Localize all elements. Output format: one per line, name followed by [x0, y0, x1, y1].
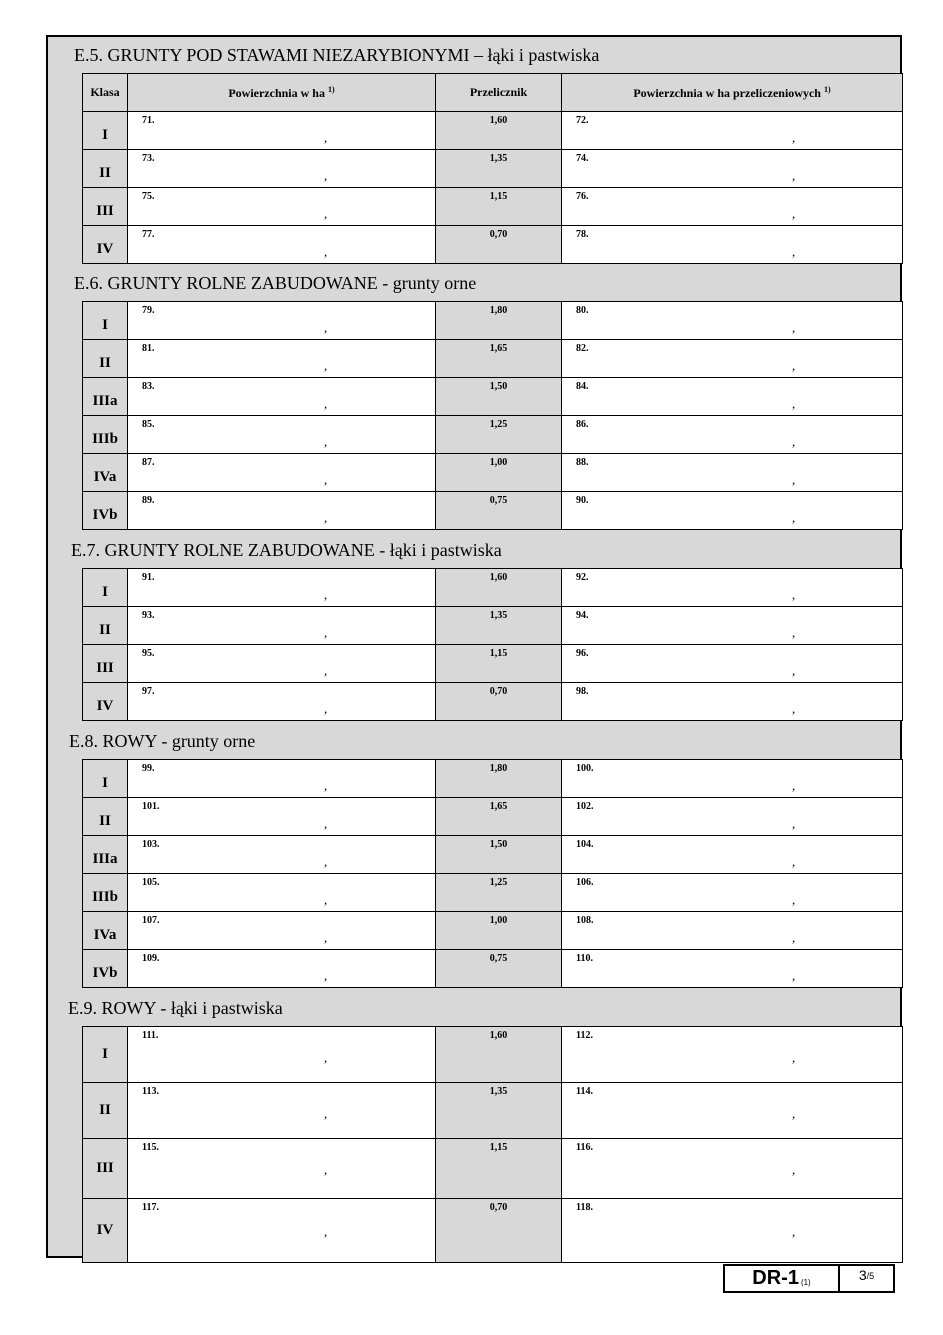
klasa-cell: II	[83, 340, 128, 378]
decimal-comma: ,	[792, 434, 796, 449]
area-input-field[interactable]	[128, 1199, 436, 1263]
field-number: 85.	[142, 419, 155, 430]
klasa-cell: IVb	[83, 950, 128, 988]
converter-value: 1,50	[489, 381, 508, 392]
calc-area-input-field[interactable]	[562, 1083, 903, 1139]
klasa-cell: IV	[83, 683, 128, 721]
area-input-field[interactable]	[128, 760, 436, 798]
calc-area-input-field[interactable]	[562, 454, 903, 492]
table-row	[83, 1139, 903, 1199]
calc-area-input-field[interactable]	[562, 760, 903, 798]
calc-area-input-field[interactable]	[562, 150, 903, 188]
converter-cell	[436, 1083, 562, 1139]
decimal-comma: ,	[324, 510, 328, 525]
decimal-comma: ,	[792, 206, 796, 221]
section-table	[82, 568, 902, 721]
form-code	[725, 1266, 840, 1291]
klasa-cell: II	[83, 607, 128, 645]
calc-area-input-field[interactable]	[562, 607, 903, 645]
field-number: 101.	[142, 801, 160, 812]
field-number: 74.	[576, 153, 589, 164]
field-number: 79.	[142, 305, 155, 316]
area-input-field[interactable]	[128, 950, 436, 988]
area-input-field[interactable]	[128, 1083, 436, 1139]
area-input-field[interactable]	[128, 188, 436, 226]
field-number: 93.	[142, 610, 155, 621]
decimal-comma: ,	[792, 968, 796, 983]
decimal-comma: ,	[792, 244, 796, 259]
field-number: 113.	[142, 1086, 159, 1097]
klasa-cell: II	[83, 1083, 128, 1139]
converter-value: 1,15	[489, 191, 508, 202]
calc-area-input-field[interactable]	[562, 836, 903, 874]
klasa-cell: I	[83, 112, 128, 150]
field-number: 75.	[142, 191, 155, 202]
converter-value: 1,60	[489, 115, 508, 126]
declaration-form-page	[46, 35, 902, 1258]
field-number: 112.	[576, 1030, 593, 1041]
area-input-field[interactable]	[128, 569, 436, 607]
decimal-comma: ,	[324, 396, 328, 411]
section-table	[82, 73, 902, 264]
table-row	[83, 798, 903, 836]
klasa-cell: IIIa	[83, 378, 128, 416]
decimal-comma: ,	[792, 168, 796, 183]
converter-cell	[436, 1139, 562, 1199]
converter-cell	[436, 645, 562, 683]
field-number: 107.	[142, 915, 160, 926]
converter-value: 1,80	[489, 305, 508, 316]
converter-value: 0,70	[489, 229, 508, 240]
table-row	[83, 683, 903, 721]
table-row	[83, 950, 903, 988]
decimal-comma: ,	[324, 1224, 328, 1239]
field-number: 110.	[576, 953, 593, 964]
converter-value: 1,15	[489, 648, 508, 659]
converter-value: 1,80	[489, 763, 508, 774]
field-number: 102.	[576, 801, 594, 812]
converter-value: 1,35	[489, 610, 508, 621]
table-row	[83, 302, 903, 340]
area-input-field[interactable]	[128, 416, 436, 454]
decimal-comma: ,	[792, 130, 796, 145]
field-number: 82.	[576, 343, 589, 354]
converter-cell	[436, 607, 562, 645]
converter-value: 1,65	[489, 801, 508, 812]
table-header-row	[83, 74, 903, 112]
decimal-comma: ,	[792, 701, 796, 716]
page-number: 3	[858, 1267, 867, 1283]
table-row	[83, 416, 903, 454]
field-number: 115.	[142, 1142, 159, 1153]
converter-cell	[436, 798, 562, 836]
converter-value: 0,70	[489, 1202, 508, 1213]
decimal-comma: ,	[792, 587, 796, 602]
table-row	[83, 226, 903, 264]
area-input-field[interactable]	[128, 454, 436, 492]
field-number: 111.	[142, 1030, 159, 1041]
area-input-field[interactable]	[128, 798, 436, 836]
column-header-klasa: Klasa	[83, 74, 128, 112]
area-input-field[interactable]	[128, 378, 436, 416]
section-title: E.6. GRUNTY ROLNE ZABUDOWANE - grunty orne	[74, 272, 477, 293]
decimal-comma: ,	[324, 434, 328, 449]
footnote-marker: 1)	[327, 84, 335, 94]
table-row	[83, 912, 903, 950]
converter-cell	[436, 1027, 562, 1083]
field-number: 117.	[142, 1202, 159, 1213]
converter-cell	[436, 416, 562, 454]
decimal-comma: ,	[324, 663, 328, 678]
section-title: E.5. GRUNTY POD STAWAMI NIEZARYBIONYMI – łąki i pastwiska	[74, 44, 600, 65]
form-code-label: DR-1	[752, 1267, 799, 1289]
klasa-cell: II	[83, 150, 128, 188]
decimal-comma: ,	[792, 358, 796, 373]
field-number: 105.	[142, 877, 160, 888]
converter-value: 1,35	[489, 1086, 508, 1097]
klasa-cell: III	[83, 645, 128, 683]
klasa-cell: II	[83, 798, 128, 836]
area-input-field[interactable]	[128, 1027, 436, 1083]
calc-area-input-field[interactable]	[562, 1139, 903, 1199]
converter-value: 1,50	[489, 839, 508, 850]
field-number: 114.	[576, 1086, 593, 1097]
field-number: 81.	[142, 343, 155, 354]
converter-value: 0,75	[489, 953, 508, 964]
section-title: E.8. ROWY - grunty orne	[69, 730, 256, 751]
field-number: 92.	[576, 572, 589, 583]
decimal-comma: ,	[324, 244, 328, 259]
area-input-field[interactable]	[128, 226, 436, 264]
area-input-field[interactable]	[128, 492, 436, 530]
decimal-comma: ,	[324, 816, 328, 831]
converter-value: 1,25	[489, 419, 508, 430]
field-number: 95.	[142, 648, 155, 659]
field-number: 77.	[142, 229, 155, 240]
converter-value: 1,25	[489, 877, 508, 888]
decimal-comma: ,	[792, 396, 796, 411]
area-input-field[interactable]	[128, 607, 436, 645]
field-number: 104.	[576, 839, 594, 850]
section-table	[82, 759, 902, 988]
table-row	[83, 569, 903, 607]
klasa-cell: IVa	[83, 912, 128, 950]
decimal-comma: ,	[324, 358, 328, 373]
decimal-comma: ,	[324, 168, 328, 183]
area-input-field[interactable]	[128, 1139, 436, 1199]
area-input-field[interactable]	[128, 836, 436, 874]
calc-area-input-field[interactable]	[562, 798, 903, 836]
converter-value: 1,65	[489, 343, 508, 354]
converter-value: 1,60	[489, 572, 508, 583]
klasa-cell: IV	[83, 226, 128, 264]
field-number: 86.	[576, 419, 589, 430]
decimal-comma: ,	[324, 1162, 328, 1177]
decimal-comma: ,	[324, 625, 328, 640]
field-number: 94.	[576, 610, 589, 621]
table-row	[83, 378, 903, 416]
field-number: 118.	[576, 1202, 593, 1213]
calc-area-input-field[interactable]	[562, 302, 903, 340]
converter-cell	[436, 683, 562, 721]
table-row	[83, 874, 903, 912]
decimal-comma: ,	[792, 625, 796, 640]
decimal-comma: ,	[792, 1050, 796, 1065]
field-number: 91.	[142, 572, 155, 583]
table-row	[83, 150, 903, 188]
converter-cell	[436, 1199, 562, 1263]
field-number: 97.	[142, 686, 155, 697]
converter-value: 1,15	[489, 1142, 508, 1153]
table-row	[83, 836, 903, 874]
converter-cell	[436, 569, 562, 607]
field-number: 98.	[576, 686, 589, 697]
decimal-comma: ,	[324, 854, 328, 869]
decimal-comma: ,	[324, 206, 328, 221]
converter-value: 1,35	[489, 153, 508, 164]
klasa-cell: III	[83, 188, 128, 226]
converter-cell	[436, 340, 562, 378]
field-number: 100.	[576, 763, 594, 774]
table-row	[83, 607, 903, 645]
klasa-cell: I	[83, 569, 128, 607]
converter-cell	[436, 188, 562, 226]
calc-area-input-field[interactable]	[562, 340, 903, 378]
klasa-cell: IIIb	[83, 416, 128, 454]
calc-area-input-field[interactable]	[562, 569, 903, 607]
table-row	[83, 454, 903, 492]
converter-cell	[436, 112, 562, 150]
converter-cell	[436, 874, 562, 912]
converter-value: 0,75	[489, 495, 508, 506]
field-number: 78.	[576, 229, 589, 240]
converter-cell	[436, 226, 562, 264]
field-number: 88.	[576, 457, 589, 468]
klasa-cell: I	[83, 1027, 128, 1083]
page-total: /5	[866, 1271, 875, 1281]
converter-cell	[436, 912, 562, 950]
converter-value: 0,70	[489, 686, 508, 697]
field-number: 90.	[576, 495, 589, 506]
table-row	[83, 492, 903, 530]
calc-area-input-field[interactable]	[562, 188, 903, 226]
field-number: 72.	[576, 115, 589, 126]
calc-area-input-field[interactable]	[562, 378, 903, 416]
column-header-area	[128, 74, 436, 112]
table-row	[83, 1199, 903, 1263]
klasa-cell: IVb	[83, 492, 128, 530]
field-number: 80.	[576, 305, 589, 316]
form-version: (1)	[800, 1278, 811, 1287]
decimal-comma: ,	[324, 320, 328, 335]
page-indicator	[840, 1266, 893, 1291]
field-number: 99.	[142, 763, 155, 774]
decimal-comma: ,	[324, 1050, 328, 1065]
field-number: 76.	[576, 191, 589, 202]
decimal-comma: ,	[324, 472, 328, 487]
table-row	[83, 188, 903, 226]
calc-area-input-field[interactable]	[562, 912, 903, 950]
klasa-cell: I	[83, 302, 128, 340]
section-table	[82, 301, 902, 530]
field-number: 103.	[142, 839, 160, 850]
field-number: 84.	[576, 381, 589, 392]
area-input-field[interactable]	[128, 912, 436, 950]
decimal-comma: ,	[792, 472, 796, 487]
decimal-comma: ,	[792, 778, 796, 793]
decimal-comma: ,	[324, 701, 328, 716]
decimal-comma: ,	[324, 892, 328, 907]
converter-value: 1,00	[489, 457, 508, 468]
klasa-cell: IIIb	[83, 874, 128, 912]
converter-value: 1,60	[489, 1030, 508, 1041]
field-number: 108.	[576, 915, 594, 926]
converter-cell	[436, 492, 562, 530]
converter-cell	[436, 150, 562, 188]
calc-area-input-field[interactable]	[562, 950, 903, 988]
klasa-cell: IVa	[83, 454, 128, 492]
form-footer	[723, 1264, 895, 1293]
area-input-field[interactable]	[128, 340, 436, 378]
decimal-comma: ,	[792, 663, 796, 678]
calc-area-input-field[interactable]	[562, 1199, 903, 1263]
converter-cell	[436, 454, 562, 492]
area-input-field[interactable]	[128, 150, 436, 188]
footnote-marker: 1)	[823, 84, 831, 94]
klasa-cell: III	[83, 1139, 128, 1199]
decimal-comma: ,	[792, 1106, 796, 1121]
decimal-comma: ,	[324, 587, 328, 602]
calc-area-input-field[interactable]	[562, 645, 903, 683]
area-input-field[interactable]	[128, 302, 436, 340]
converter-cell	[436, 378, 562, 416]
decimal-comma: ,	[324, 968, 328, 983]
calc-area-input-field[interactable]	[562, 683, 903, 721]
table-row	[83, 112, 903, 150]
converter-value: 1,00	[489, 915, 508, 926]
decimal-comma: ,	[792, 1162, 796, 1177]
calc-area-input-field[interactable]	[562, 1027, 903, 1083]
decimal-comma: ,	[792, 930, 796, 945]
decimal-comma: ,	[792, 854, 796, 869]
area-input-field[interactable]	[128, 645, 436, 683]
klasa-cell: IV	[83, 1199, 128, 1263]
table-row	[83, 760, 903, 798]
table-row	[83, 645, 903, 683]
converter-cell	[436, 836, 562, 874]
decimal-comma: ,	[792, 816, 796, 831]
section-title: E.7. GRUNTY ROLNE ZABUDOWANE - łąki i pastwiska	[71, 539, 502, 560]
calc-area-input-field[interactable]	[562, 112, 903, 150]
decimal-comma: ,	[792, 320, 796, 335]
area-input-field[interactable]	[128, 112, 436, 150]
column-header-area-label: Powierzchnia w ha	[228, 85, 325, 100]
table-row	[83, 1027, 903, 1083]
field-number: 109.	[142, 953, 160, 964]
field-number: 71.	[142, 115, 155, 126]
field-number: 96.	[576, 648, 589, 659]
converter-cell	[436, 950, 562, 988]
field-number: 73.	[142, 153, 155, 164]
decimal-comma: ,	[324, 1106, 328, 1121]
field-number: 89.	[142, 495, 155, 506]
klasa-cell: I	[83, 760, 128, 798]
klasa-cell: IIIa	[83, 836, 128, 874]
converter-cell	[436, 760, 562, 798]
table-row	[83, 1083, 903, 1139]
column-header-calc-area	[562, 74, 903, 112]
section-title: E.9. ROWY - łąki i pastwiska	[68, 997, 283, 1018]
decimal-comma: ,	[324, 130, 328, 145]
decimal-comma: ,	[324, 778, 328, 793]
column-header-converter: Przelicznik	[436, 74, 562, 112]
area-input-field[interactable]	[128, 683, 436, 721]
area-input-field[interactable]	[128, 874, 436, 912]
section-table	[82, 1026, 902, 1263]
field-number: 106.	[576, 877, 594, 888]
field-number: 87.	[142, 457, 155, 468]
field-number: 116.	[576, 1142, 593, 1153]
calc-area-input-field[interactable]	[562, 874, 903, 912]
decimal-comma: ,	[792, 1224, 796, 1239]
decimal-comma: ,	[792, 892, 796, 907]
calc-area-input-field[interactable]	[562, 416, 903, 454]
decimal-comma: ,	[324, 930, 328, 945]
converter-cell	[436, 302, 562, 340]
field-number: 83.	[142, 381, 155, 392]
column-header-calc-area-label: Powierzchnia w ha przeliczeniowych	[633, 85, 821, 100]
calc-area-input-field[interactable]	[562, 226, 903, 264]
decimal-comma: ,	[792, 510, 796, 525]
calc-area-input-field[interactable]	[562, 492, 903, 530]
table-row	[83, 340, 903, 378]
